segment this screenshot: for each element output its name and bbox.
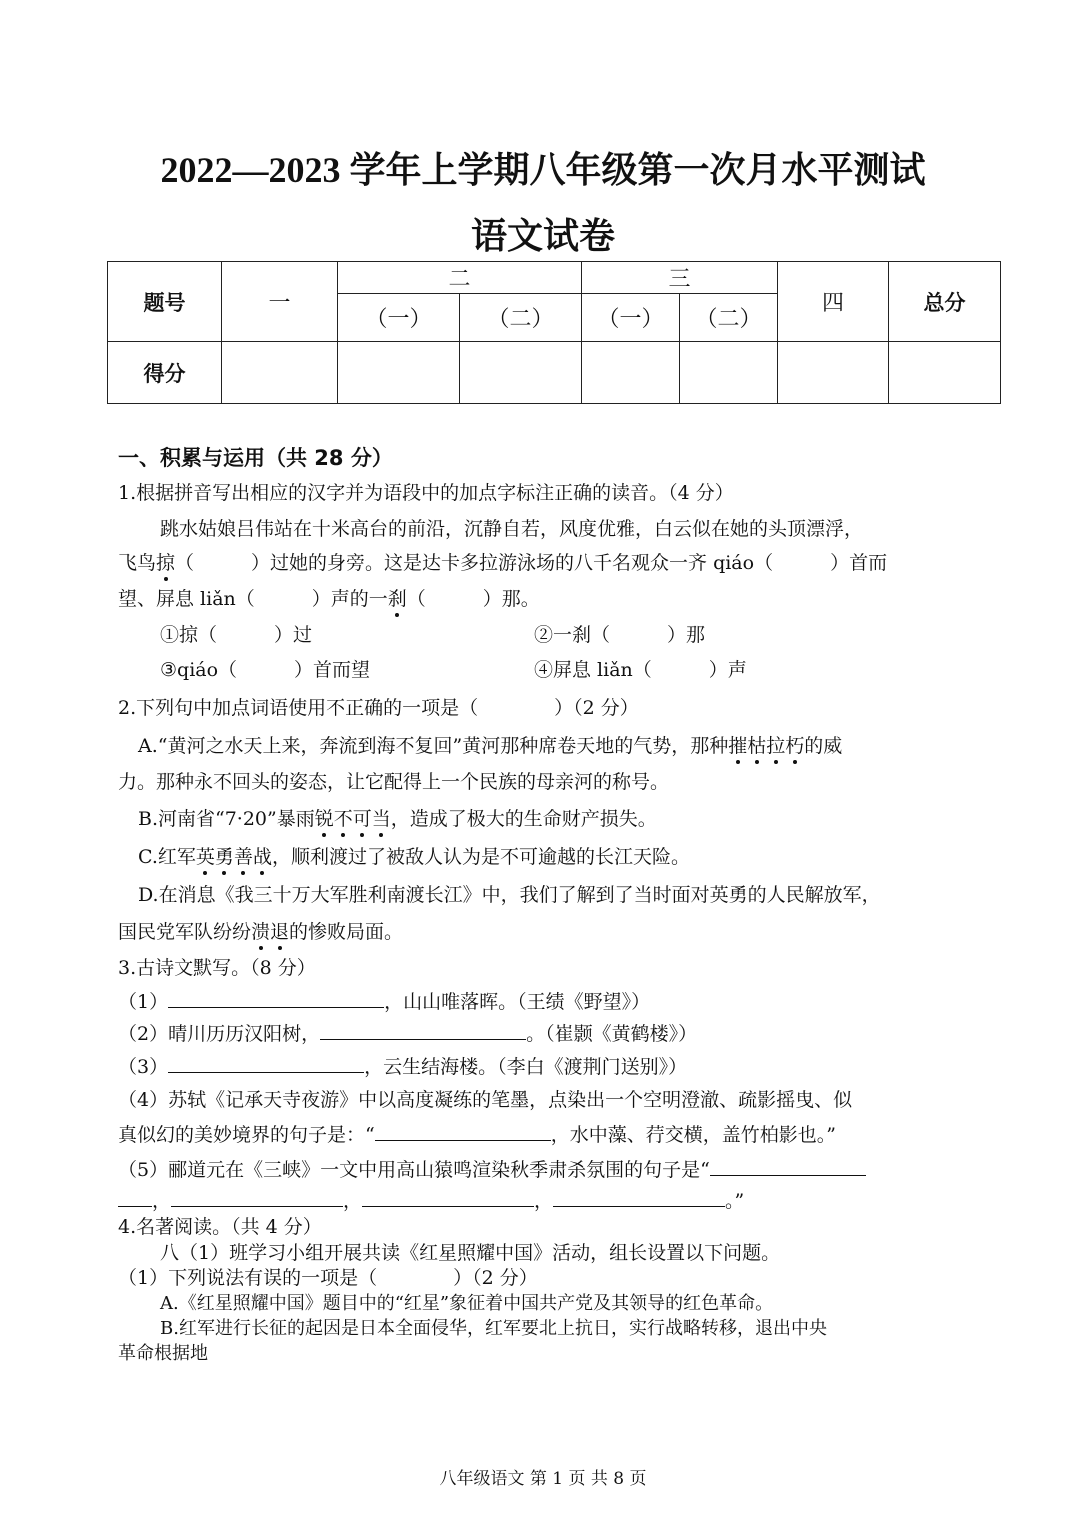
col-header-3: 三 [582,262,778,294]
dotted-char: 勇 [215,842,234,869]
text: （1） [118,991,169,1013]
q1-stem: 1.根据拼音写出相应的汉字并为语段中的加点字标注正确的读音。（4 分） [118,482,734,504]
text: 的惨败局面。 [289,921,404,943]
text: 望、屏息 liǎn（ ）声的一 [118,588,388,610]
col-header-4: 四 [778,262,889,342]
q1-option[interactable]: ④屏息 liǎn（ ）声 [534,659,747,681]
dotted-char: 英 [196,842,215,869]
score-cell[interactable] [460,342,582,404]
q1-option[interactable]: ③qiáo（ ）首而望 [160,659,371,681]
dotted-char: 摧 [728,731,747,758]
q4-option-a[interactable]: A.《红星照耀中国》题目中的“红星”象征着中国共产党及其领导的红色革命。 [160,1293,774,1314]
text: ，云生结海楼。（李白《渡荆门送别》） [364,1056,688,1078]
row-label-question-number: 题号 [108,262,222,342]
q2-option-b[interactable] [138,804,657,831]
dotted-char: 锐 [315,804,334,831]
col-header-3a: （一） [582,294,680,342]
q2-stem: 2.下列句中加点词语使用不正确的一项是（ ）（2 分） [118,697,639,719]
text: ，山山唯落晖。（王绩《野望》） [384,991,651,1013]
score-cell[interactable] [889,342,1001,404]
q3-item [118,1019,697,1046]
col-header-3b: （二） [680,294,778,342]
text: 真似幻的美妙境界的句子是：“ [118,1124,375,1146]
q2-option-d-cont [118,917,403,944]
dotted-char: 可 [353,804,372,831]
q1-passage-line: 跳水姑娘吕伟站在十米高台的前沿，沉静自若，风度优雅，白云似在她的头顶漂浮， [160,518,864,540]
dotted-char: 当 [372,804,391,831]
q2-option-d[interactable]: D.在消息《我三十万大军胜利南渡长江》中，我们了解到了当时面对英勇的人民解放军， [138,884,881,906]
q1-passage-line [118,548,887,575]
q3-item [118,1052,687,1079]
q2-option-a[interactable] [138,731,842,758]
score-cell[interactable] [778,342,889,404]
q1-option[interactable]: ①掠（ ）过 [160,624,313,646]
dotted-char: 朽 [785,731,804,758]
col-header-2a: （一） [338,294,460,342]
answer-blank[interactable] [375,1122,551,1141]
q3-item-cont [118,1120,836,1147]
q3-item [118,1155,866,1182]
answer-blank[interactable] [168,1054,364,1073]
dotted-char: 枯 [747,731,766,758]
text: （ ）过她的身旁。这是达卡多拉游泳场的八千名观众一齐 qiáo（ ）首而 [175,552,888,574]
q3-item [118,987,650,1014]
dotted-phrase [728,735,804,757]
answer-blank[interactable] [362,1188,534,1207]
answer-blank[interactable] [171,1188,343,1207]
score-cell[interactable] [338,342,460,404]
text: ，顺利渡过了被敌人认为是不可逾越的长江天险。 [271,846,690,868]
text: ，水中藻、荇交横，盖竹柏影也。” [550,1124,836,1146]
text: （ ）那。 [406,588,540,610]
text: 飞鸟 [118,552,157,574]
text: C.红军 [138,846,196,868]
q3-stem: 3.古诗文默写。（8 分） [118,957,316,979]
answer-blank[interactable] [320,1021,526,1040]
section-heading: 一、积累与运用（共 28 分） [118,446,393,470]
answer-blank[interactable] [710,1157,866,1176]
answer-blank[interactable] [553,1188,725,1207]
q1-passage-line [118,584,540,611]
text: 国民党军队纷纷 [118,921,252,943]
score-cell[interactable] [680,342,778,404]
dotted-char: 不 [334,804,353,831]
dotted-char: 溃 [251,917,270,944]
page-footer: 八年级语文 第 1 页 共 8 页 [439,1469,647,1489]
text: 。（崔颢《黄鹤楼》） [526,1023,698,1045]
q2-option-a-cont: 力。那种永不回头的姿态，让它配得上一个民族的母亲河的称号。 [118,771,670,793]
q2-option-c[interactable] [138,842,690,869]
col-header-2b: （二） [460,294,582,342]
q1-option[interactable]: ②一刹（ ）那 [534,624,706,646]
q3-item-cont [118,1186,744,1213]
q3-item: （4）苏轼《记承天寺夜游》中以高度凝练的笔墨，点染出一个空明澄澈、疏影摇曳、似 [118,1089,853,1111]
answer-blank[interactable] [168,989,384,1008]
dotted-char: 掠 [156,548,175,575]
text: ，造成了极大的生命财产损失。 [390,808,657,830]
score-cell[interactable] [582,342,680,404]
exam-title: 2022—2023 学年上学期八年级第一次月水平测试 [160,150,926,190]
dotted-char: 刹 [388,584,407,611]
q4-intro: 八（1）班学习小组开展共读《红星照耀中国》活动，组长设置以下问题。 [160,1242,781,1264]
q4-option-b[interactable]: B.红军进行长征的起因是日本全面侵华，红军要北上抗日，实行战略转移，退出中央 [160,1318,827,1339]
q4-option-b-cont: 革命根据地 [118,1343,208,1364]
text: （3） [118,1056,169,1078]
dotted-char: 善 [234,842,253,869]
q4-sub-question: （1）下列说法有误的一项是（ ）（2 分） [118,1267,538,1289]
score-cell[interactable] [222,342,338,404]
text: （5）郦道元在《三峡》一文中用高山猿鸣渲染秋季肃杀氛围的句子是“ [118,1159,710,1181]
dotted-char: 退 [270,917,289,944]
text: （2）晴川历历汉阳树， [118,1023,321,1045]
text: 。” [725,1190,745,1212]
text: 的威 [804,735,843,757]
q4-stem: 4.名著阅读。（共 4 分） [118,1216,322,1238]
col-header-2: 二 [338,262,582,294]
text: ， [343,1190,363,1212]
text: B.河南省“7·20”暴雨 [138,808,315,830]
col-header-1: 一 [222,262,338,342]
score-table [107,261,1001,404]
text: ， [534,1190,554,1212]
row-label-score: 得分 [108,342,222,404]
col-header-total: 总分 [889,262,1001,342]
dotted-char: 拉 [766,731,785,758]
dotted-char: 战 [253,842,272,869]
text: A.“黄河之水天上来，奔流到海不复回”黄河那种席卷天地的气势，那种 [138,735,729,757]
text: ， [152,1190,172,1212]
answer-blank[interactable] [118,1188,152,1207]
exam-subtitle: 语文试卷 [470,216,615,256]
